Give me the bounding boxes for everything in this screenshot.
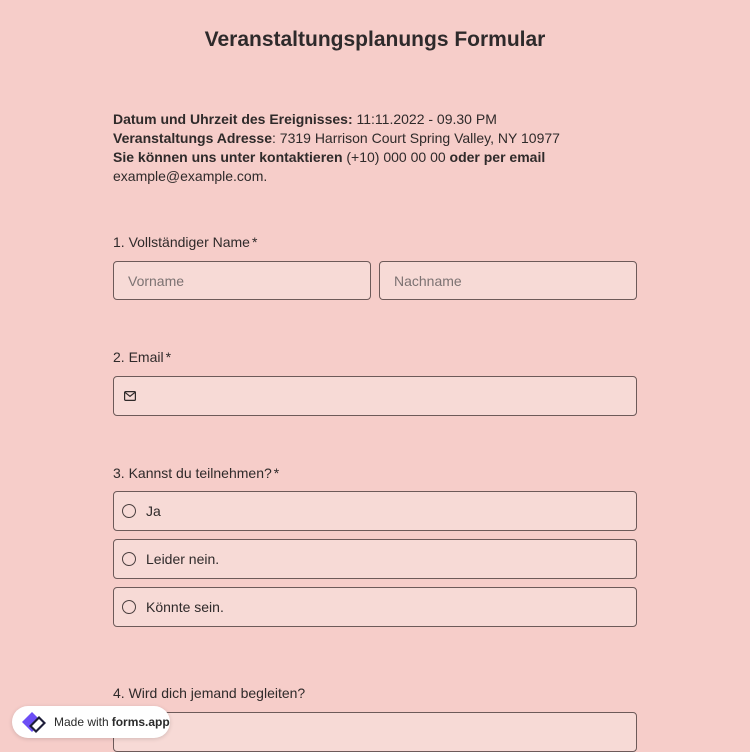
option-yes[interactable] bbox=[113, 491, 637, 531]
last-name-input[interactable] bbox=[379, 261, 637, 300]
email-field[interactable] bbox=[113, 376, 637, 416]
required-marker: * bbox=[165, 349, 172, 365]
radio-circle-icon[interactable] bbox=[122, 552, 136, 566]
option-label: Ja bbox=[146, 503, 161, 519]
option-label: Könnte sein. bbox=[146, 599, 224, 615]
badge-prefix: Made with bbox=[54, 715, 109, 729]
required-marker: * bbox=[251, 234, 258, 250]
first-name-placeholder: Vorname bbox=[128, 272, 185, 289]
question-1-label bbox=[113, 234, 257, 250]
companion-input[interactable] bbox=[113, 712, 637, 752]
contact-email: example@example.com. bbox=[113, 168, 268, 184]
mail-icon bbox=[124, 391, 136, 401]
event-date-value: 11:11.2022 - 09.30 PM bbox=[356, 111, 497, 127]
radio-circle-icon[interactable] bbox=[122, 600, 136, 614]
question-3-label bbox=[113, 465, 279, 481]
event-date-line bbox=[113, 110, 633, 129]
forms-app-logo-icon bbox=[20, 710, 48, 734]
radio-circle-icon[interactable] bbox=[122, 504, 136, 518]
contact-or-label: oder per email bbox=[449, 149, 546, 165]
event-address-value: : 7319 Harrison Court Spring Valley, NY 10977 bbox=[272, 130, 560, 146]
badge-brand: forms.app bbox=[111, 715, 170, 729]
question-3-text: 3. Kannst du teilnehmen? bbox=[113, 465, 272, 481]
contact-phone: (+10) 000 00 00 bbox=[346, 149, 446, 165]
question-2-text: 2. Email bbox=[113, 349, 164, 365]
question-4-label bbox=[113, 685, 305, 701]
last-name-placeholder: Nachname bbox=[394, 272, 462, 289]
option-label: Leider nein. bbox=[146, 551, 220, 567]
event-contact-line bbox=[113, 148, 633, 167]
option-maybe[interactable] bbox=[113, 587, 637, 627]
event-date-label: Datum und Uhrzeit des Ereignisses: bbox=[113, 111, 353, 127]
made-with-badge[interactable] bbox=[12, 706, 170, 738]
question-1-text: 1. Vollständiger Name bbox=[113, 234, 250, 250]
first-name-input[interactable] bbox=[113, 261, 371, 300]
question-2-label bbox=[113, 349, 171, 365]
event-info bbox=[113, 110, 633, 186]
required-marker: * bbox=[273, 465, 280, 481]
event-address-label: Veranstaltungs Adresse bbox=[113, 130, 272, 146]
question-4-text: 4. Wird dich jemand begleiten? bbox=[113, 685, 306, 701]
page-title: Veranstaltungsplanungs Formular bbox=[204, 28, 546, 51]
event-address-line bbox=[113, 129, 633, 148]
option-no[interactable] bbox=[113, 539, 637, 579]
contact-label: Sie können uns unter kontaktieren bbox=[113, 149, 343, 165]
